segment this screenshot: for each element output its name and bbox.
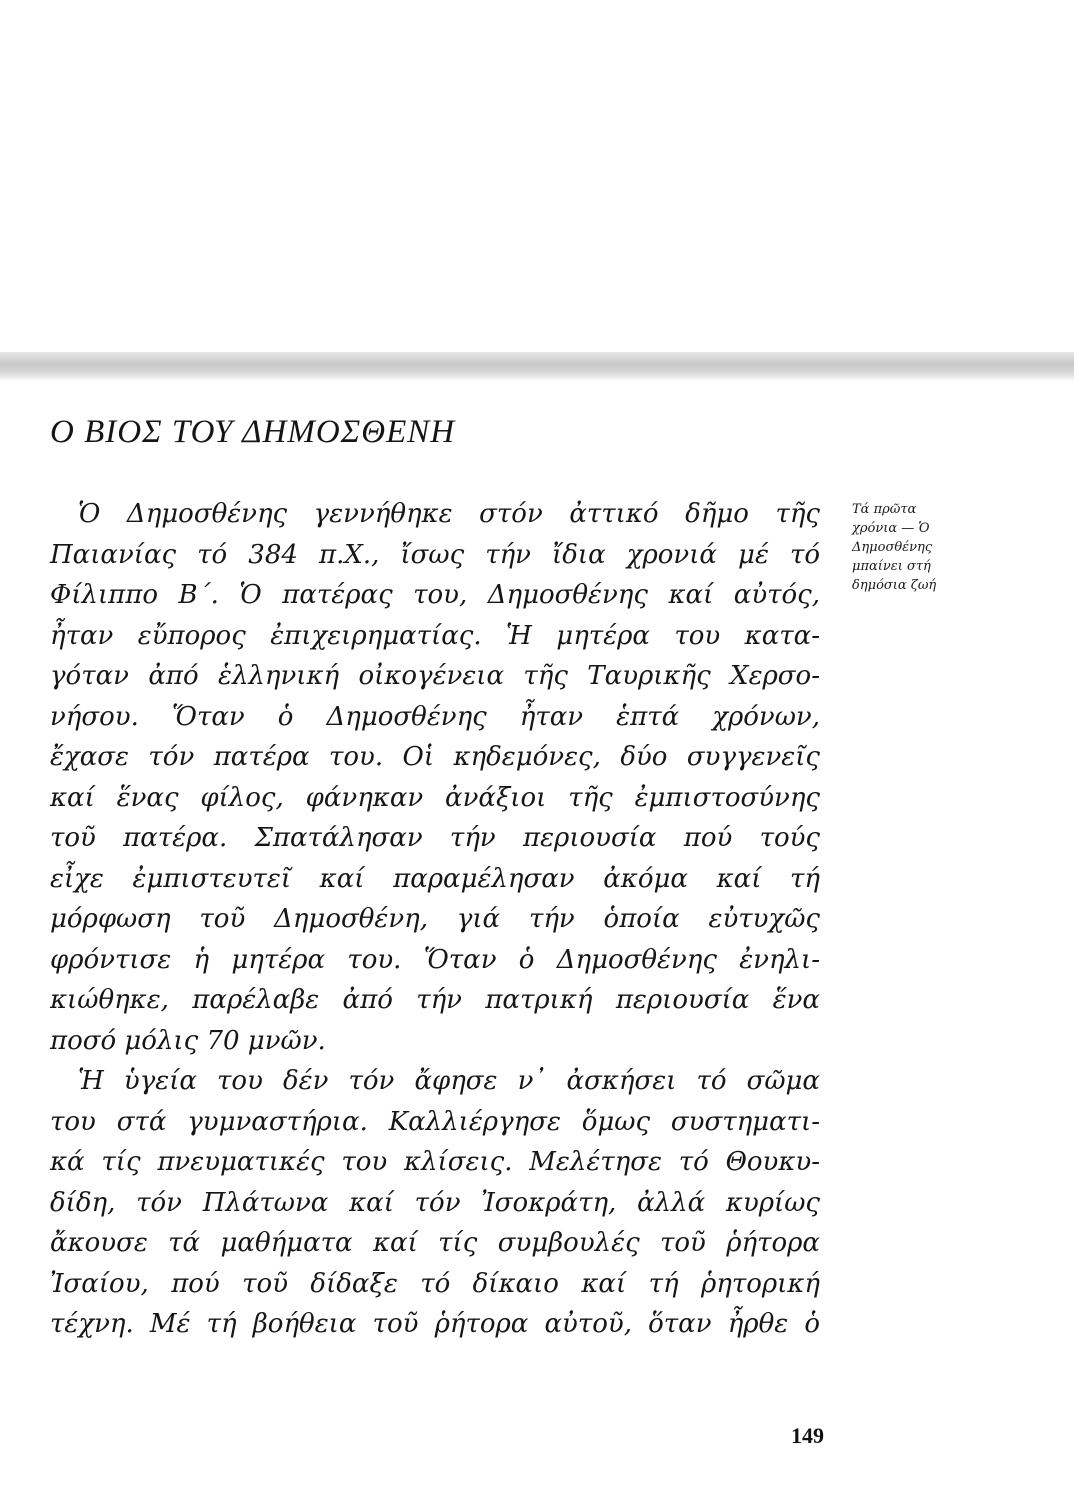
margin-note-line: μπαίνει στή bbox=[852, 559, 931, 574]
text-line: Ὁ Δημοσθένης γεννήθηκε στόν ἀττικό δῆμο τῆς bbox=[78, 499, 820, 529]
text-line: δίδη, τόν Πλάτωνα καί τόν Ἰσοκράτη, ἀλλά κυρίως bbox=[50, 1187, 820, 1218]
paragraph-2 bbox=[50, 1061, 820, 1345]
page-number: 149 bbox=[791, 1423, 824, 1448]
chapter-title: Ο ΒΙΟΣ ΤΟΥ ΔΗΜΟΣΘΕΝΗ bbox=[50, 414, 456, 450]
text-line: ἦταν εὔπορος ἐπιχειρηματίας. Ἡ μητέρα του κατα- bbox=[50, 620, 820, 651]
margin-note-line: δημόσια ζωή bbox=[852, 578, 937, 593]
text-line: τέχνη. Μέ τή βοήθεια τοῦ ῥήτορα αὐτοῦ, ὅταν ἦρθε ὁ bbox=[50, 1309, 820, 1339]
text-line: νήσου. Ὅταν ὁ Δημοσθένης ἦταν ἑπτά χρόνων, bbox=[50, 701, 820, 732]
paragraph-1 bbox=[50, 494, 820, 1061]
text-line: Φίλιππο Β΄. Ὁ πατέρας του, Δημοσθένης καί αὐτός, bbox=[50, 580, 820, 610]
body-text bbox=[50, 494, 820, 1345]
text-line: Ἰσαίου, πού τοῦ δίδαξε τό δίκαιο καί τή ῥητορική bbox=[50, 1268, 820, 1299]
text-line: Ἡ ὑγεία του δέν τόν ἄφησε ν᾿ ἀσκήσει τό σῶμα bbox=[78, 1066, 820, 1096]
margin-note-line: χρόνια — Ὁ bbox=[852, 521, 930, 536]
text-line: ποσό μόλις 70 μνῶν. bbox=[50, 1025, 326, 1056]
text-line: μόρφωση τοῦ Δημοσθένη, γιά τήν ὁποία εὐτυχῶς bbox=[50, 904, 820, 934]
margin-note bbox=[852, 500, 992, 595]
scan-shadow-strip bbox=[0, 352, 1074, 378]
text-line: ἄκουσε τά μαθήματα καί τίς συμβουλές τοῦ ῥήτορα bbox=[50, 1228, 820, 1258]
text-line: ἔχασε τόν πατέρα του. Οἱ κηδεμόνες, δύο συγγενεῖς bbox=[50, 742, 820, 772]
text-line: φρόντισε ἡ μητέρα του. Ὅταν ὁ Δημοσθένης ἐνηλι- bbox=[50, 944, 820, 975]
text-line: του στά γυμναστήρια. Καλλιέργησε ὅμως συστηματι- bbox=[50, 1106, 820, 1137]
text-line: Παιανίας τό 384 π.Χ., ἴσως τήν ἴδια χρονιά μέ τό bbox=[50, 539, 820, 570]
text-line: τοῦ πατέρα. Σπατάλησαν τήν περιουσία πού τούς bbox=[50, 823, 820, 853]
text-line: εἶχε ἐμπιστευτεῖ καί παραμέλησαν ἀκόμα καί τή bbox=[50, 863, 820, 894]
margin-note-line: Τά πρῶτα bbox=[852, 502, 917, 517]
text-line: γόταν ἀπό ἑλληνική οἰκογένεια τῆς Ταυρικῆς Χερσο- bbox=[50, 661, 820, 691]
scan-shadow-edge bbox=[0, 378, 1074, 382]
text-line: καί ἕνας φίλος, φάνηκαν ἀνάξιοι τῆς ἐμπιστοσύνης bbox=[50, 782, 820, 813]
text-line: κά τίς πνευματικές του κλίσεις. Μελέτησε τό Θουκυ- bbox=[50, 1147, 820, 1177]
blank-top-area bbox=[0, 0, 1074, 352]
margin-note-line: Δημοσθένης bbox=[852, 540, 933, 555]
text-line: κιώθηκε, παρέλαβε ἀπό τήν πατρική περιουσία ἕνα bbox=[50, 985, 820, 1015]
